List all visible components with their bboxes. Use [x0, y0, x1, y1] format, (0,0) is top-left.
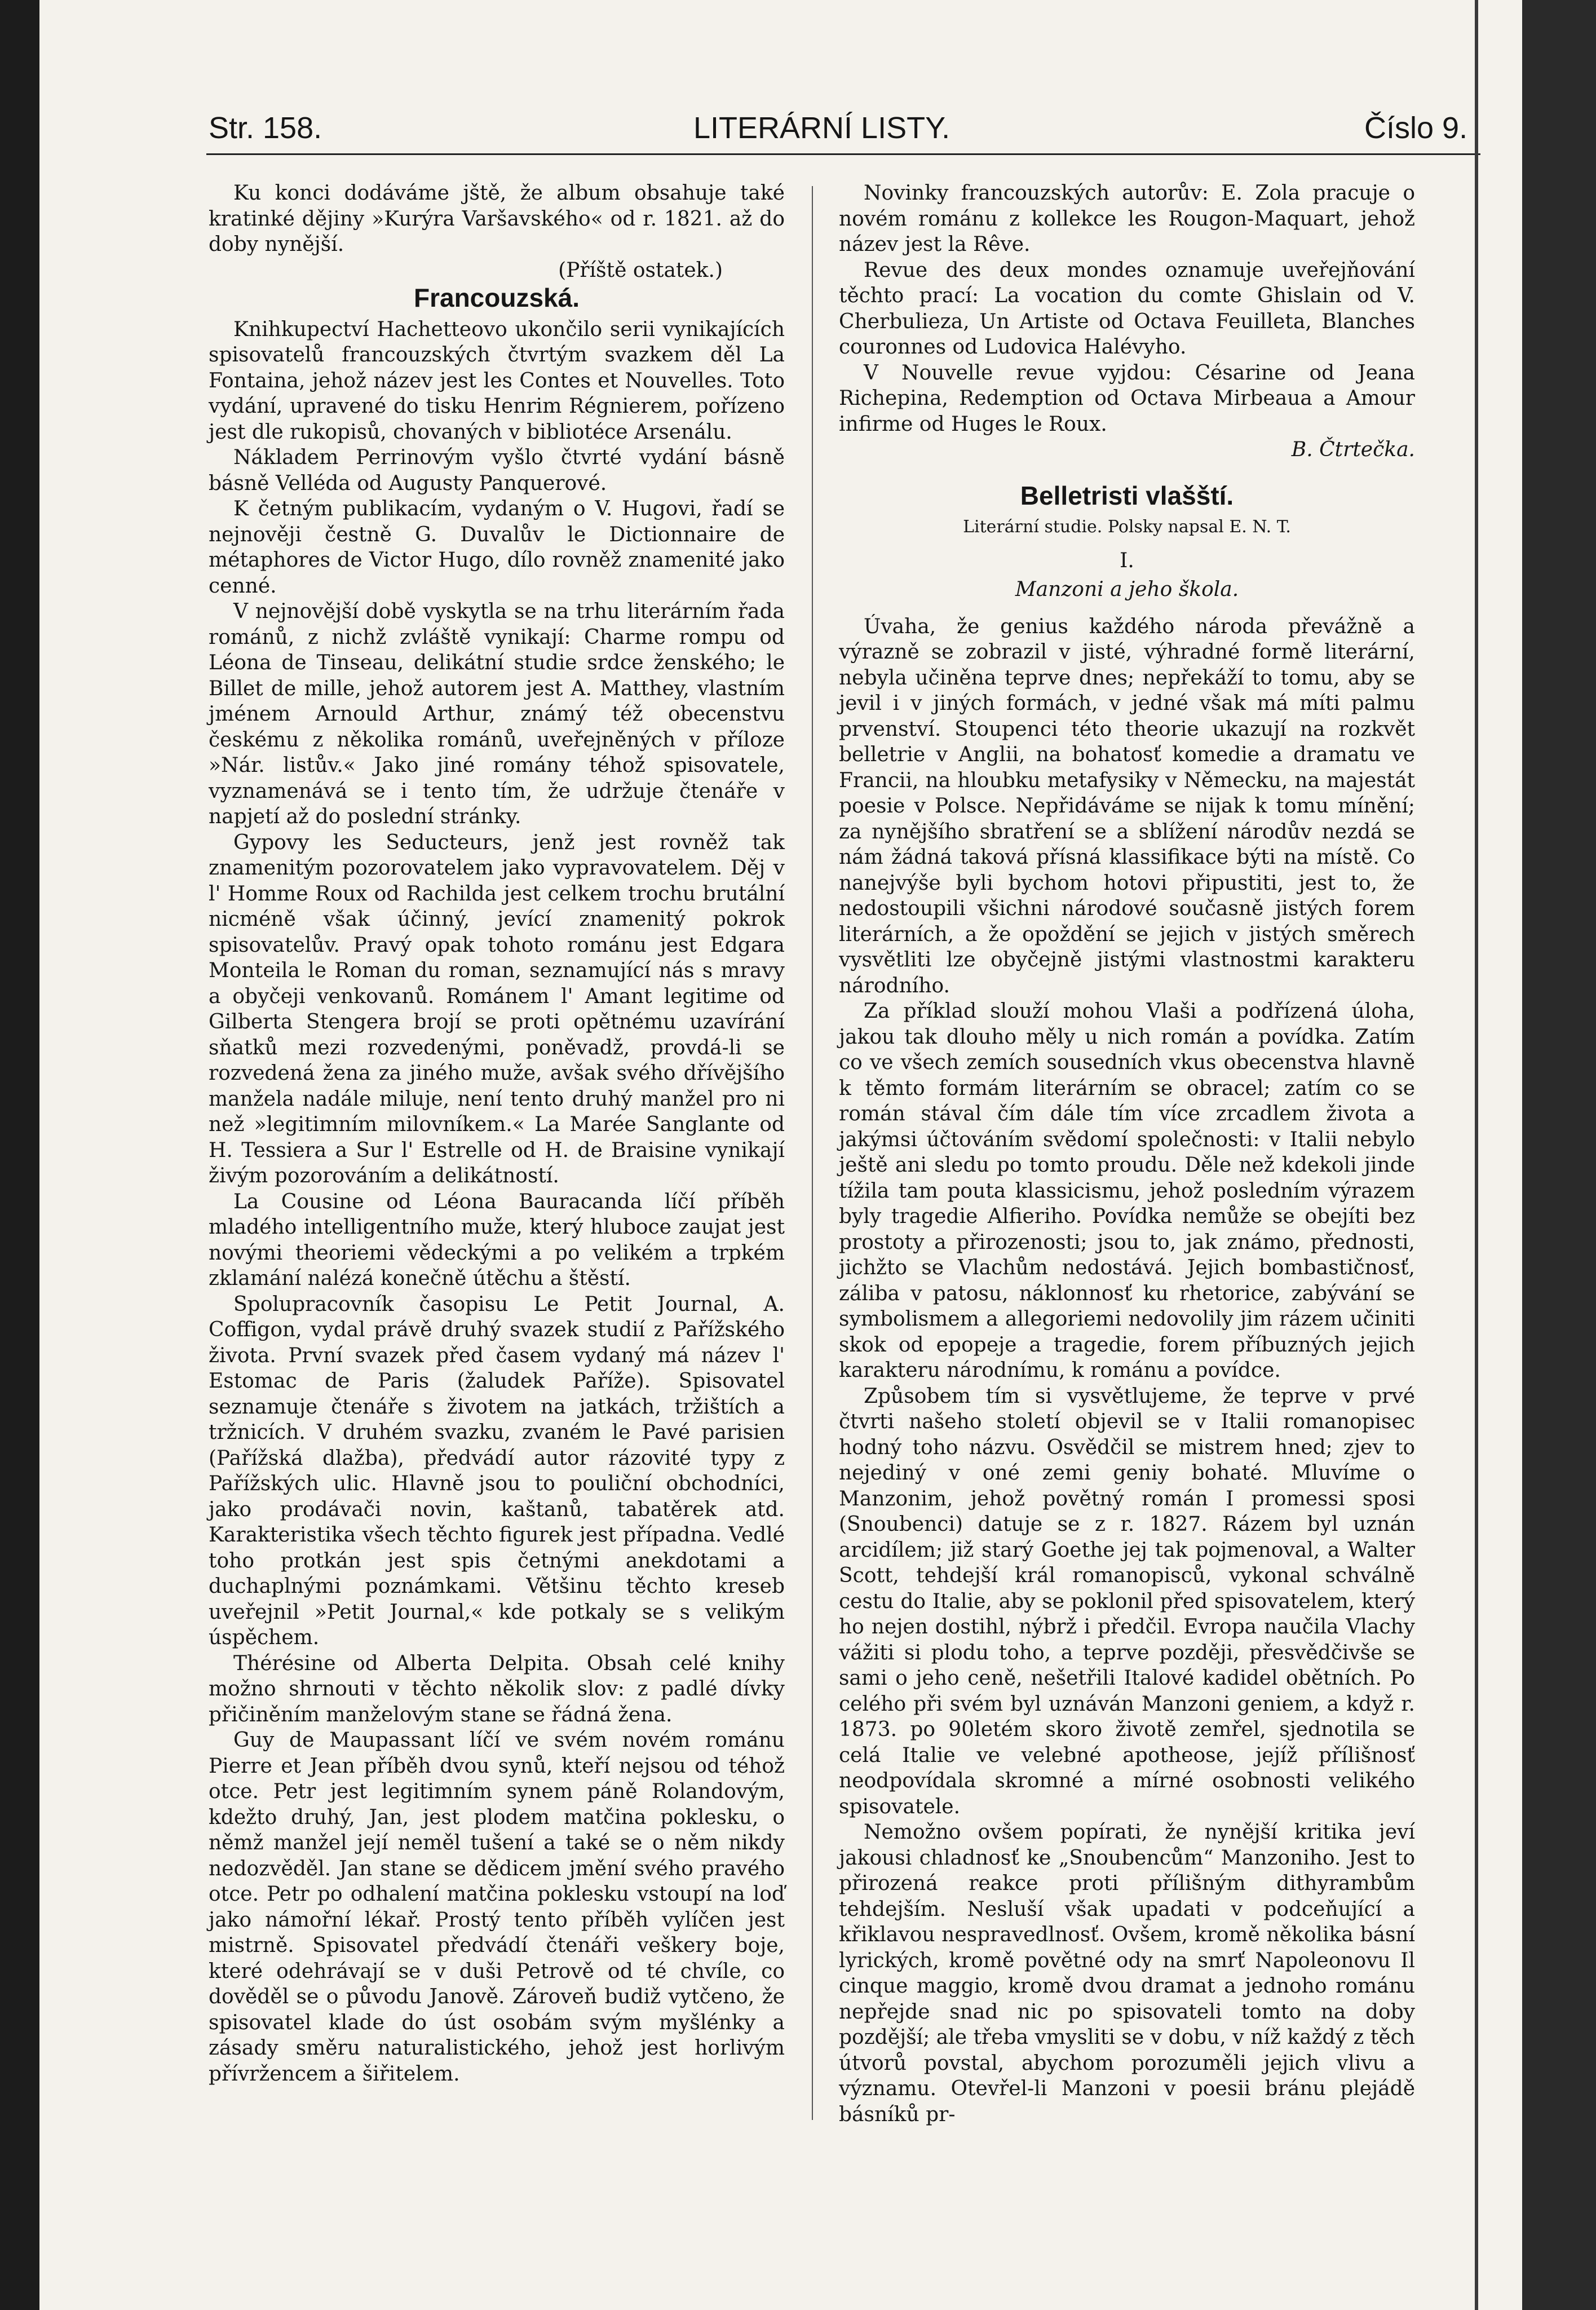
header-rule: [206, 153, 1480, 155]
byline: Literární studie. Polsky napsal E. N. T.: [963, 517, 1291, 537]
paragraph: La Cousine od Léona Bauracanda líčí příběh mladého intelligentního muže, který hluboce zaujat jest novými theoriemi vědeckými a po velikém a trpkém zklamání nalézá konečně útěchu a štěstí.: [209, 1190, 785, 1290]
binding-edge: [1475, 0, 1478, 2310]
right-column: [839, 180, 1415, 2127]
signature: B. Čtrtečka.: [1291, 438, 1415, 461]
scan-margin: [1522, 0, 1596, 2310]
paragraph: K četným publikacím, vydaným o V. Hugovi, řadí se nejnověji čestně G. Duvalův le Dictionnaire de métaphores de Victor Hugo, dílo rovněž znamenité jako cenné.: [209, 497, 785, 598]
continued-note: (Příště ostatek.): [558, 258, 723, 282]
paragraph: Guy de Maupassant líčí ve svém novém románu Pierre et Jean příběh dvou synů, kteří nejsou od téhož otce. Petr jest legitimním synem páně Rolandovým, kdežto druhý, Jan, jest plodem matčina poklesku, o němž manžel její neměl tušení a také se o něm nikdy nedozvěděl. Jan stane se dědicem jmění svého pravého otce. Petr po odhalení matčina poklesku vstoupí na loď jako námořní lékař. Prostý tento příběh vylíčen jest mistrně. Spisovatel předvádí čtenáři veškery boje, které odehrávají se v duši Petrově od té chvíle, co dověděl se o původu Janově. Zároveň budiž vytčeno, že spisovatel klade do úst osobám svým myšlénky a zásady směru naturalistického, jehož jest horlivým přívržencem a šiřitelem.: [209, 1729, 785, 2086]
paragraph: Nákladem Perrinovým vyšlo čtvrté vydání básně básně Velléda od Augusty Panquerové.: [209, 446, 785, 495]
paragraph: Revue des deux mondes oznamuje uveřejňování těchto prací: La vocation du comte Ghislain od V. Cherbulieza, Un Artiste od Octava Feuilleta, Blanches couronnes od Ludovica Halévyho.: [839, 258, 1415, 359]
chapter-number: I.: [1120, 549, 1134, 572]
paragraph: Způsobem tím si vysvětlujeme, že teprve v prvé čtvrti našeho století objevil se v Italii romanopisec hodný toho názvu. Osvědčil se mistrem hned; zjev to nejediný v oné zemi geniy bohaté. Mluvíme o Manzonim, jehož povětný román I promessi sposi (Snoubenci) datuje se z r. 1827. Rázem byl uznán arcidílem; již starý Goethe jej tak pojmenoval, a Walter Scott, tehdejší král romanopisců, vykonal schválně cestu do Italie, aby se poklonil před spisovatelem, který ho nejen dostihl, nýbrž i předčil. Evropa naučila Vlachy vážiti si plodu toho, a teprve později, přesvědčivše se sami o jeho ceně, nešetřili Italové kadidel obětních. Po celého při svém byl uznáván Manzoni geniem, a když r. 1873. po 90letém skoro životě zemřel, sjednotila se celá Italie ve velebné apotheose, jejíž přílišnosť neodpovídala skromné a mírné osobnosti velikého spisovatele.: [839, 1384, 1415, 1818]
paragraph: Novinky francouzských autorův: E. Zola pracuje o novém románu z kollekce les Rougon-Maquart, jehož název jest la Rêve.: [839, 182, 1415, 256]
paragraph: V nejnovější době vyskytla se na trhu literárním řada románů, z nichž zvláště vynikají: Charme rompu od Léona de Tinseau, delikátní studie srdce ženského; le Billet de mille, jehož autorem jest A. Matthey, vlastním jménem Arnould Arthur, známý též obecenstvu českému z několika románů, uveřejněných v příloze »Nár. listův.« Jako jiné romány téhož spisovatele, vyznamenává se i tento tím, že udržuje čtenáře v napjetí až do poslední stránky.: [209, 600, 785, 828]
newspaper-page: [39, 0, 1522, 2310]
paragraph: Spolupracovník časopisu Le Petit Journal, A. Coffigon, vydal právě druhý svazek studií z Pařížského života. První svazek před časem vydaný má název l' Estomac de Paris (žaludek Paříže). Spisovatel seznamuje čtenáře s životem na jatkách, tržištích a tržnicích. V druhém svazku, zvaném le Pavé parisien (Pařížská dlažba), předvádí autor rázovité typy z Pařížských ulic. Hlavně jsou to pouliční obchodníci, jako prodávači novin, kaštanů, tabatěrek atd. Karakteristika všech těchto figurek jest případna. Vedlé toho protkán jest spis četnými anekdotami a duchaplnými poznámkami. Většinu těchto kreseb uveřejnil »Petit Journal,« kde potkaly se s velikým úspěchem.: [209, 1292, 785, 1649]
paragraph: Nemožno ovšem popírati, že nynější kritika jeví jakousi chladnosť ke „Snoubencům“ Manzoniho. Jest to přirozená reakce proti přílišným dithyrambům tehdejším. Nesluší však upadati v podceňující a křiklavou nespravedlnosť. Ovšem, kromě několika básní lyrických, kromě povětné ody na smrť Napoleonovu Il cinque maggio, kromě dvou dramat a jednoho románu nepřejde snad nic po spisovateli tomto na doby pozdější; ale třeba vmysliti se v dobu, v níž každý z těch útvorů povstal, abychom porozuměli jejich vlivu a významu. Otevřel-li Manzoni v poesii bránu plejádě básníků pr-: [839, 1821, 1415, 2126]
paragraph: Gypovy les Seducteurs, jenž jest rovněž tak znamenitým pozorovatelem jako vypravovatelem. Děj v l' Homme Roux od Rachilda jest celkem trochu brutální nicméně však účinný, jevící znamenitý pokrok spisovatelův. Pravý opak tohoto románu jest Edgara Monteila le Roman du roman, seznamující nás s mravy a obyčeji venkovanů. Románem l' Amant legitime od Gilberta Stengera brojí se proti opětnému uzavírání sňatků mezi rozvedenými, poněvadž, provdá-li se rozvedená žena za jiného muže, avšak svého dřívějšího manžela nadále miluje, není tento druhý manžel pro ni než »legitimním milovníkem.« La Marée Sanglante od H. Tessiera a Sur l' Estrelle od H. de Braisine vynikají živým pozorováním a delikátností.: [209, 831, 785, 1187]
paragraph: Ku konci dodáváme jště, že album obsahuje také kratinké dějiny »Kurýra Varšavského« od r. 1821. až do doby nynější.: [209, 182, 785, 256]
left-column: [209, 180, 785, 2087]
paragraph: Thérésine od Alberta Delpita. Obsah celé knihy možno shrnouti v těchto několik slov: z padlé dívky přičiněním manželovým stane se řádná žena.: [209, 1651, 785, 1726]
issue-number: Číslo 9.: [1364, 111, 1468, 145]
paragraph: V Nouvelle revue vyjdou: Césarine od Jeana Richepina, Redemption od Octava Mirbeaua a Amour infirme od Huges le Roux.: [839, 361, 1415, 436]
page-number: Str. 158.: [209, 111, 322, 145]
section-title: Belletristi vlašští.: [1020, 480, 1234, 510]
running-head: [209, 111, 1477, 150]
section-title: Francouzská.: [414, 283, 580, 312]
paragraph: Úvaha, že genius každého národa převážně a výrazně se zobrazil v jisté, výhradné formě literární, nebyla učiněna teprve dnes; nepřekáží to tomu, aby se jevil i v jiných formách, v jedné však má míti palmu prvenství. Stoupenci této theorie ukazují na rozkvět belletrie v Anglii, na bohatosť komedie a dramatu ve Francii, na hloubku metafysiky v Německu, na majestát poesie v Polsce. Nepřidáváme se nijak k tomu mínění; za nynějšího sbratření se a sblížení národův nezdá se nám žádná taková přísná klassifikace býti na místě. Co nanejvýše byli bychom hotovi připustiti, jest to, že nedostoupili všichni národové současně jistých forem literárních, a že opoždění se jejich v jistých směrech vysvětliti lze obyčejně jistými vlastnostmi karakteru národního.: [839, 615, 1415, 997]
paragraph: Knihkupectví Hachetteovo ukončilo serii vynikajících spisovatelů francouzských čtvrtým svazkem děl La Fontaina, jehož název jest les Contes et Nouvelles. Toto vydání, upravené do tisku Henrim Régnierem, pořízeno jest dle rukopisů, chovaných v bibliotéce Arsenálu.: [209, 317, 785, 444]
journal-title: LITERÁRNÍ LISTY.: [693, 111, 950, 145]
chapter-title: Manzoni a jeho škola.: [1015, 578, 1239, 601]
column-divider: [812, 186, 813, 2120]
paragraph: Za příklad slouží mohou Vlaši a podřízená úloha, jakou tak dlouho měly u nich román a povídka. Zatím co ve všech zemích sousedních vkus obecenstva hlavně k těmto formám literárním se obracel; zatím co se román stával čím dále tím více zrcadlem života a jakýmsi účtováním svědomí společnosti: v Italii nebylo ještě ani sledu po tomto proudu. Děle než kdekoli jinde tížila tam pouta klassicismu, jehož posledním výrazem byly tragedie Alfieriho. Povídka nemůže se obejíti bez prostoty a přirozenosti; jsou to, jak známo, přednosti, jichžto se Vlachům nedostává. Jejich bombastičnosť, záliba v patosu, náklonnosť ku rhetorice, zabývání se symbolismem a allegoriemi nedovolily jim rázem učiniti skok od epopeje a tragedie, forem příbuzných jejich karakteru národnímu, k románu a povídce.: [839, 1000, 1415, 1382]
